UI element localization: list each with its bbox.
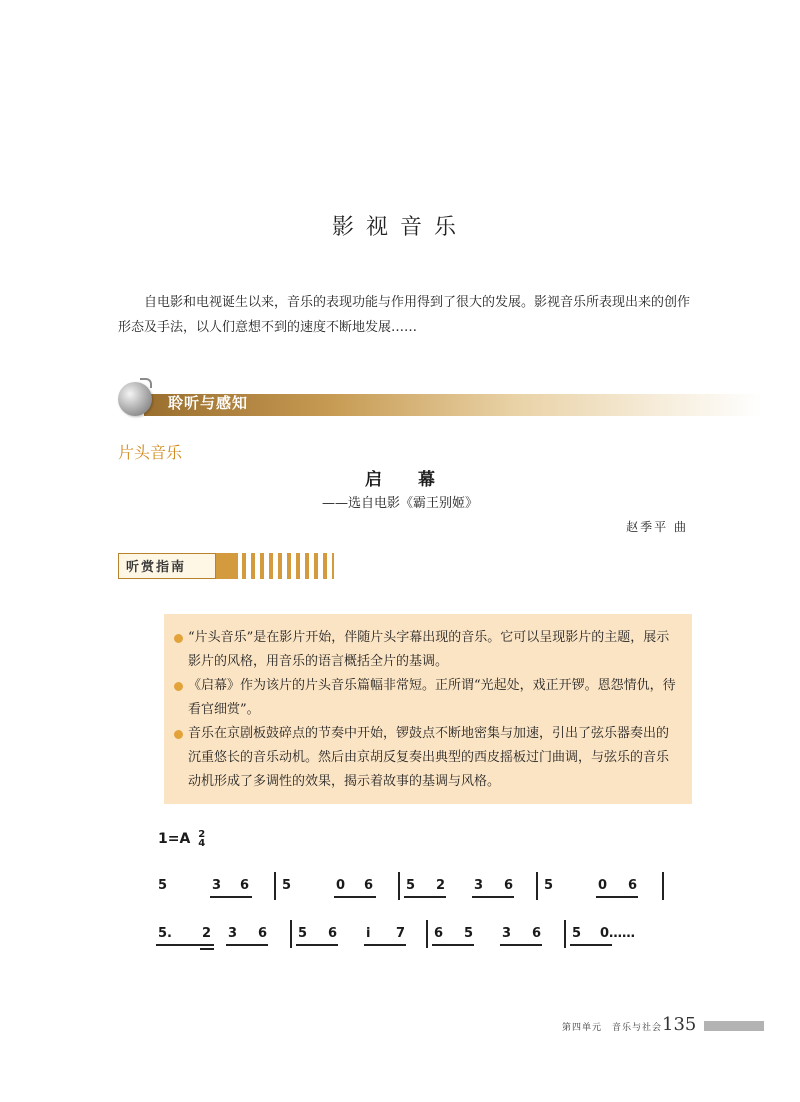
listening-guide-tag	[118, 553, 334, 579]
note: 2	[202, 926, 212, 941]
beam-underline	[404, 896, 446, 898]
barline	[536, 872, 538, 900]
beam-underline	[296, 944, 338, 946]
note: 6	[532, 926, 542, 941]
intro-paragraph: 自电影和电视诞生以来，音乐的表现功能与作用得到了很大的发展。影视音乐所表现出来的创作形态及手法，以人们意想不到的速度不断地发展……	[118, 295, 691, 335]
guide-stripes	[242, 553, 334, 579]
guide-panel	[164, 614, 692, 804]
piece-subtitle: ——选自电影《霸王别姬》	[321, 496, 478, 511]
beam-underline	[472, 896, 514, 898]
beam-underline	[500, 944, 542, 946]
bullet-dot-icon	[174, 730, 183, 739]
guide-label: 听赏指南	[126, 560, 187, 575]
note: 0	[598, 878, 608, 893]
barline	[662, 872, 664, 900]
footer-bar	[704, 1021, 764, 1031]
page-number: 135	[662, 1014, 697, 1035]
guide-bullet	[174, 626, 678, 674]
note: 5	[406, 878, 416, 893]
note: 5	[282, 878, 292, 893]
key-signature	[158, 830, 205, 848]
note: 3	[502, 926, 512, 941]
section-banner	[118, 388, 762, 418]
note: 0……	[600, 926, 636, 941]
note: 6	[504, 878, 514, 893]
beam-underline	[200, 948, 214, 950]
banner-label: 聆听与感知	[168, 394, 249, 412]
beam-underline	[570, 944, 612, 946]
note: 5	[544, 878, 554, 893]
footer-unit-label: 第四单元 音乐与社会	[562, 1023, 663, 1033]
barline	[426, 920, 428, 948]
note: 6	[628, 878, 638, 893]
note: 5.	[158, 926, 172, 941]
beam-underline	[432, 944, 474, 946]
beam-underline	[156, 944, 214, 946]
beam-underline	[364, 944, 406, 946]
key-label: 1=A	[158, 831, 191, 847]
guide-bullet-text: 《启幕》作为该片的片头音乐篇幅非常短。正所谓“光起处，戏正开锣。恩怨情仇，待看官细赏”。	[188, 678, 676, 717]
note: 5	[572, 926, 582, 941]
note: 0	[336, 878, 346, 893]
note: 5	[298, 926, 308, 941]
note: i	[366, 926, 371, 941]
note: 3	[228, 926, 238, 941]
music-note-icon	[118, 382, 152, 416]
bullet-dot-icon	[174, 634, 183, 643]
guide-bullet	[174, 674, 678, 722]
time-bottom: 4	[198, 838, 206, 849]
note: 3	[474, 878, 484, 893]
barline	[564, 920, 566, 948]
note: 3	[212, 878, 222, 893]
note: 6	[434, 926, 444, 941]
note: 6	[240, 878, 250, 893]
note: 5	[464, 926, 474, 941]
note: 7	[396, 926, 406, 941]
composer-credit: 赵季平 曲	[626, 520, 688, 534]
guide-bullet-text: 音乐在京剧板鼓碎点的节奏中开始，锣鼓点不断地密集与加速，引出了弦乐器奏出的沉重悠长的音乐动机。然后由京胡反复奏出典型的西皮摇板过门曲调，与弦乐的音乐动机形成了多调性的效果，揭示着故事的基调与风格。	[188, 726, 670, 789]
subsection-title: 片头音乐	[118, 443, 183, 462]
page-title: 影视音乐	[331, 215, 468, 240]
note: 5	[158, 878, 168, 893]
guide-stripe	[216, 553, 238, 579]
time-top: 2	[198, 829, 206, 840]
barline	[274, 872, 276, 900]
note: 6	[328, 926, 338, 941]
beam-underline	[210, 896, 252, 898]
note: 6	[258, 926, 268, 941]
barline	[398, 872, 400, 900]
note: 2	[436, 878, 446, 893]
time-signature	[198, 830, 205, 848]
beam-underline	[226, 944, 268, 946]
guide-bullet	[174, 722, 678, 794]
barline	[290, 920, 292, 948]
bullet-dot-icon	[174, 682, 183, 691]
piece-title: 启幕	[365, 470, 471, 490]
guide-bullet-text: “片头音乐”是在影片开始，伴随片头字幕出现的音乐。它可以呈现影片的主题，展示影片的风格，用音乐的语言概括全片的基调。	[188, 630, 670, 669]
beam-underline	[596, 896, 638, 898]
beam-underline	[334, 896, 376, 898]
note: 6	[364, 878, 374, 893]
